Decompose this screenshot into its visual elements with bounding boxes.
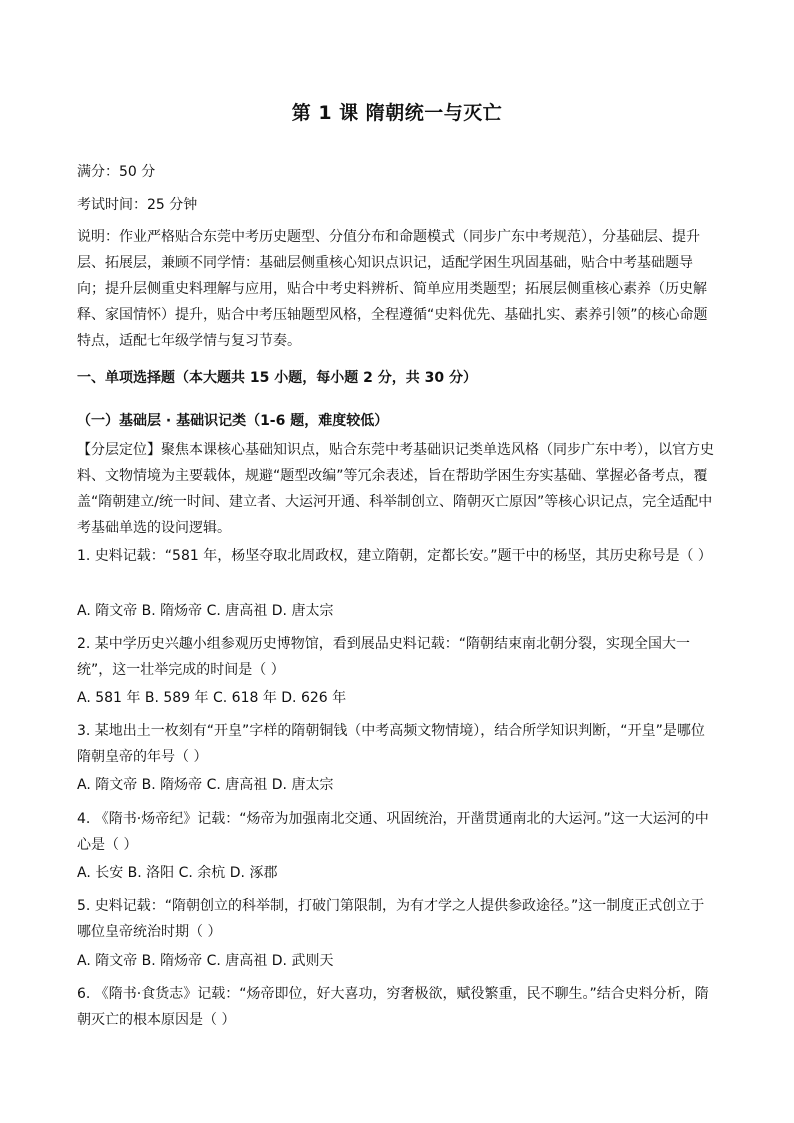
question-4-stem: 4. 《隋书·炀帝纪》记载：“炀帝为加强南北交通、巩固统治，开凿贯通南北的大运河。”这一大运河的中心是（ ） bbox=[77, 811, 709, 853]
subsection-heading: （一）基础层 · 基础识记类（1-6 题，难度较低） bbox=[77, 413, 389, 429]
description-paragraph: 说明：作业严格贴合东莞中考历史题型、分值分布和命题模式（同步广东中考规范），分基础层、提升层、拓展层，兼顾不同学情：基础层侧重核心知识点识记，适配学困生巩固基础，贴合中考基础题导向；提升层侧重史料理解与应用，贴合中考史料辨析、简单应用类题型；拓展层侧重核心素养（历史解释、家国情怀）提升，贴合中考压轴题型风格，全程遵循“史料优先、基础扎实、素养引领”的核心命题特点，适配七年级学情与复习节奏。 bbox=[77, 229, 708, 349]
question-6-stem: 6. 《隋书·食货志》记载：“炀帝即位，好大喜功，穷奢极欲，赋役繁重，民不聊生。”结合史料分析，隋朝灭亡的根本原因是（ ） bbox=[77, 986, 709, 1028]
layer-note-paragraph: 【分层定位】聚焦本课核心基础知识点，贴合东莞中考基础识记类单选风格（同步广东中考），以官方史料、文物情境为主要载体，规避“题型改编”等冗余表述，旨在帮助学困生夯实基础、掌握必备考点，覆盖“隋朝建立/统一时间、建立者、大运河开通、科举制创立、隋朝灭亡原因”等核心识记点，完全适配中考基础单选的设问逻辑。 bbox=[77, 442, 714, 536]
question-4-options: A. 长安 B. 洛阳 C. 余杭 D. 涿郡 bbox=[77, 865, 278, 881]
document-title: 第 1 课 隋朝统一与灭亡 bbox=[291, 102, 503, 124]
question-3-stem: 3. 某地出土一枚刻有“开皇”字样的隋朝铜钱（中考高频文物情境），结合所学知识判断，“开皇”是哪位隋朝皇帝的年号（ ） bbox=[77, 723, 705, 765]
question-5-stem: 5. 史料记载：“隋朝创立的科举制，打破门第限制，为有才学之人提供参政途径。”这一制度正式创立于哪位皇帝统治时期（ ） bbox=[77, 898, 705, 940]
exam-time: 考试时间：25 分钟 bbox=[77, 197, 198, 213]
question-3-options: A. 隋文帝 B. 隋炀帝 C. 唐高祖 D. 唐太宗 bbox=[77, 777, 334, 793]
question-2-stem: 2. 某中学历史兴趣小组参观历史博物馆，看到展品史料记载：“隋朝结束南北朝分裂，实现全国大一统”，这一壮举完成的时间是（ ） bbox=[77, 636, 691, 678]
full-score: 满分：50 分 bbox=[77, 164, 156, 180]
question-1-stem: 1. 史料记载：“581 年，杨坚夺取北周政权，建立隋朝，定都长安。”题干中的杨坚，其历史称号是（ ） bbox=[77, 548, 712, 564]
question-5-options: A. 隋文帝 B. 隋炀帝 C. 唐高祖 D. 武则天 bbox=[77, 953, 334, 969]
section-heading: 一、单项选择题（本大题共 15 小题，每小题 2 分，共 30 分） bbox=[77, 370, 477, 386]
question-2-options: A. 581 年 B. 589 年 C. 618 年 D. 626 年 bbox=[77, 690, 347, 706]
question-1-options: A. 隋文帝 B. 隋炀帝 C. 唐高祖 D. 唐太宗 bbox=[77, 603, 334, 619]
